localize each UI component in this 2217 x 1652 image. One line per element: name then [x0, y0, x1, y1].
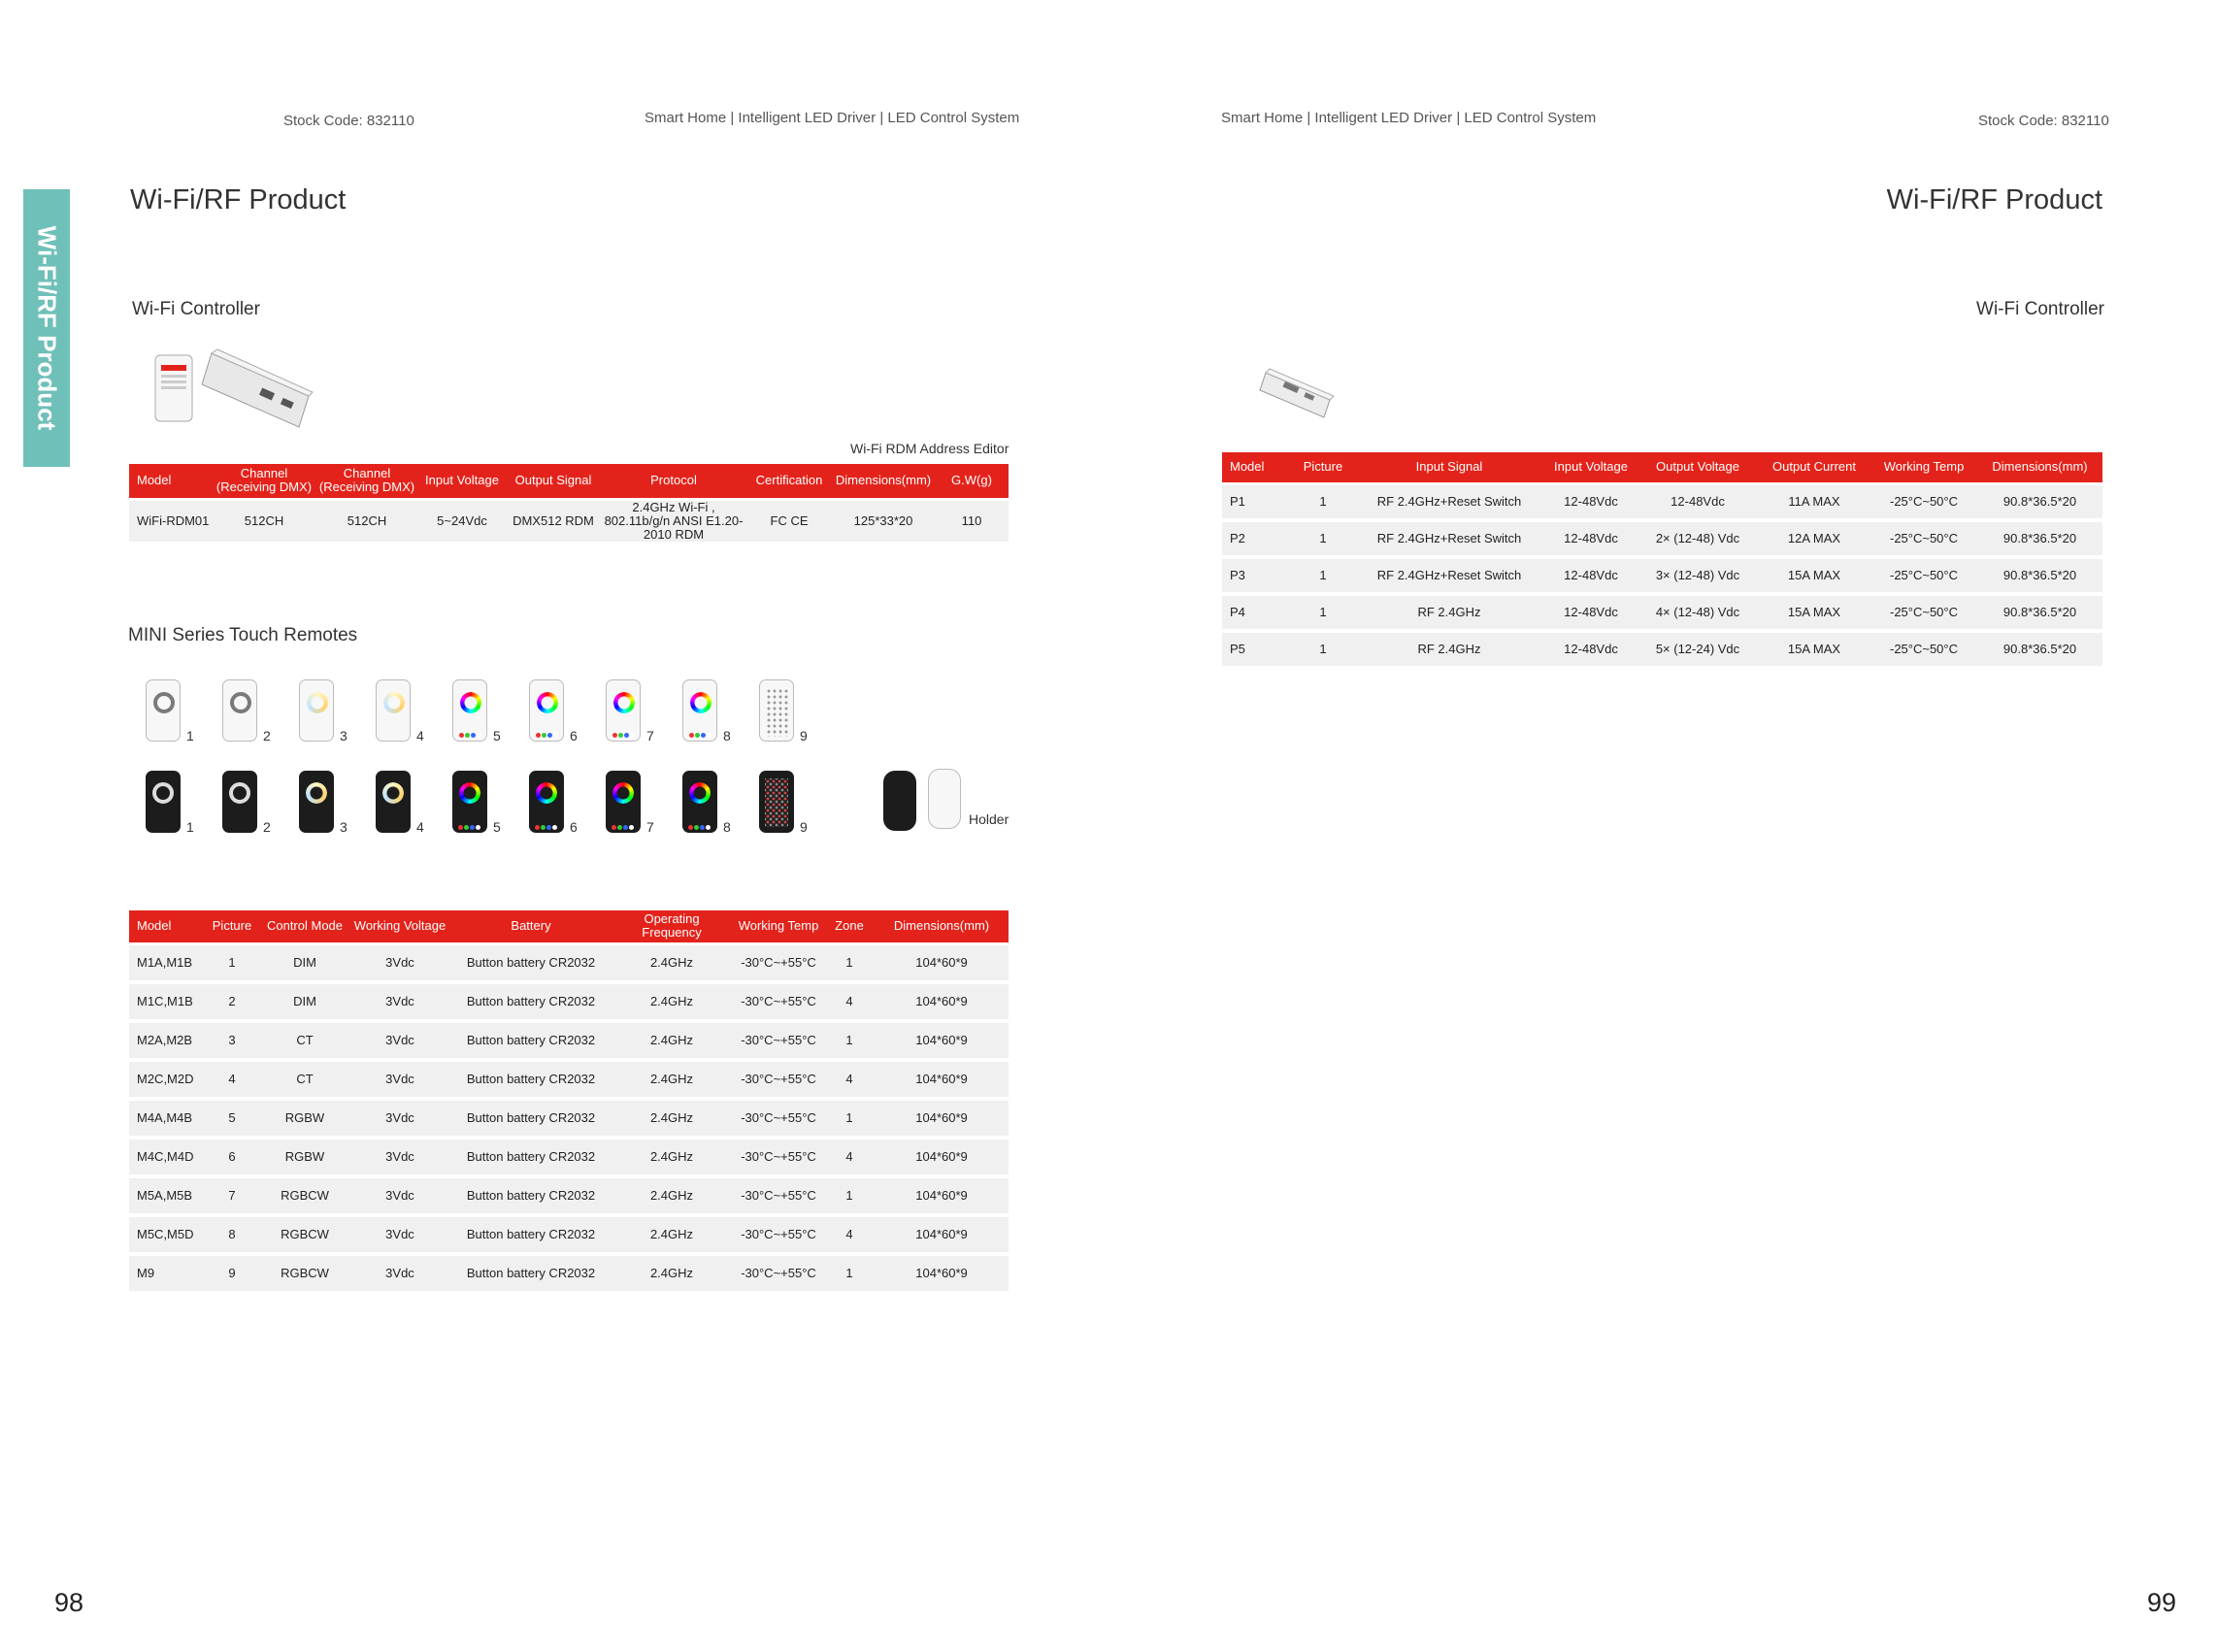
table-cell: RF 2.4GHz+Reset Switch	[1354, 557, 1544, 594]
table-cell: 5× (12-24) Vdc	[1638, 631, 1758, 668]
remote-image	[299, 771, 334, 833]
table-cell: 104*60*9	[875, 1254, 1009, 1293]
rdm-caption: Wi-Fi RDM Address Editor	[850, 441, 1009, 456]
table-cell: Button battery CR2032	[451, 1254, 611, 1293]
holder-label: Holder	[969, 811, 1009, 827]
table-cell: 1	[824, 943, 875, 982]
side-tab	[23, 189, 70, 467]
page-title-left: Wi-Fi/RF Product	[130, 184, 347, 215]
table-cell: 90.8*36.5*20	[1977, 520, 2102, 557]
table-header: Input Signal	[1354, 452, 1544, 483]
remote-image	[376, 679, 411, 742]
table-cell: DIM	[261, 982, 348, 1021]
table-cell: 2.4GHz Wi-Fi , 802.11b/g/n ANSI E1.20-2010 RDM	[601, 499, 746, 544]
table-header: Model	[1222, 452, 1292, 483]
table-cell: Button battery CR2032	[451, 1021, 611, 1060]
table-cell: 90.8*36.5*20	[1977, 631, 2102, 668]
table-cell: P3	[1222, 557, 1292, 594]
remote-number-label: 9	[800, 819, 808, 835]
table-header: Input Voltage	[418, 464, 506, 499]
section-title-mini-remotes: MINI Series Touch Remotes	[128, 625, 358, 645]
section-title-wifi-controller-right: Wi-Fi Controller	[1976, 299, 2104, 319]
remote-image	[299, 679, 334, 742]
table-cell: RGBW	[261, 1099, 348, 1138]
table-cell: RF 2.4GHz+Reset Switch	[1354, 483, 1544, 520]
remote-image	[606, 771, 641, 833]
table-header: Picture	[1292, 452, 1354, 483]
table-row	[129, 1138, 1009, 1176]
table-row	[129, 1060, 1009, 1099]
remote-number-label: 4	[416, 819, 424, 835]
remote-number-label: 5	[493, 728, 501, 743]
remote-number-label: 6	[570, 819, 578, 835]
table-cell: 5~24Vdc	[418, 499, 506, 544]
table-header: Channel (Receiving DMX)	[315, 464, 418, 499]
table-cell: -25°C~50°C	[1870, 483, 1977, 520]
table-header: Input Voltage	[1544, 452, 1638, 483]
table-header: Output Current	[1758, 452, 1870, 483]
remote-number-label: 7	[646, 728, 654, 743]
p-series-spec-table	[1222, 452, 2102, 670]
table-cell: 2× (12-48) Vdc	[1638, 520, 1758, 557]
table-cell: 3	[203, 1021, 261, 1060]
table-cell: -30°C~+55°C	[733, 1138, 824, 1176]
table-cell: 1	[824, 1099, 875, 1138]
table-cell: M1A,M1B	[129, 943, 203, 982]
table-cell: 2	[203, 982, 261, 1021]
table-cell: -30°C~+55°C	[733, 1215, 824, 1254]
table-cell: 104*60*9	[875, 982, 1009, 1021]
table-cell: M1C,M1B	[129, 982, 203, 1021]
remote-image	[529, 771, 564, 833]
table-cell: 1	[1292, 594, 1354, 631]
table-cell: -25°C~50°C	[1870, 594, 1977, 631]
table-header: Battery	[451, 910, 611, 943]
table-cell: 15A MAX	[1758, 631, 1870, 668]
table-cell: 4	[203, 1060, 261, 1099]
table-cell: P4	[1222, 594, 1292, 631]
table-cell: M4A,M4B	[129, 1099, 203, 1138]
table-cell: P1	[1222, 483, 1292, 520]
table-header: Channel (Receiving DMX)	[213, 464, 315, 499]
table-cell: 104*60*9	[875, 1215, 1009, 1254]
table-cell: 8	[203, 1215, 261, 1254]
table-cell: -25°C~50°C	[1870, 631, 1977, 668]
remote-number-label: 9	[800, 728, 808, 743]
table-row	[129, 1021, 1009, 1060]
table-cell: 90.8*36.5*20	[1977, 594, 2102, 631]
table-cell: 12-48Vdc	[1638, 483, 1758, 520]
table-header: Dimensions(mm)	[832, 464, 935, 499]
table-header: Control Mode	[261, 910, 348, 943]
breadcrumb-item[interactable]: LED Control System	[887, 110, 1020, 126]
table-cell: 5	[203, 1099, 261, 1138]
table-cell: WiFi-RDM01	[129, 499, 213, 544]
remote-image	[759, 771, 794, 833]
table-cell: RGBW	[261, 1138, 348, 1176]
table-header: Output Voltage	[1638, 452, 1758, 483]
table-cell: -30°C~+55°C	[733, 982, 824, 1021]
table-cell: Button battery CR2032	[451, 1138, 611, 1176]
table-cell: 1	[1292, 557, 1354, 594]
remote-number-label: 2	[263, 819, 271, 835]
table-cell: -30°C~+55°C	[733, 1176, 824, 1215]
remote-image	[376, 771, 411, 833]
remote-number-label: 3	[340, 819, 347, 835]
stock-code-left: Stock Code: 832110	[283, 113, 414, 129]
table-row	[1222, 557, 2102, 594]
table-cell: 104*60*9	[875, 1099, 1009, 1138]
breadcrumb-left: Smart Home | Intelligent LED Driver | LED Control System	[645, 110, 1020, 126]
table-cell: FC CE	[746, 499, 832, 544]
table-cell: RF 2.4GHz	[1354, 594, 1544, 631]
table-cell: RGBCW	[261, 1254, 348, 1293]
remote-number-label: 8	[723, 819, 731, 835]
wifi-rdm-product-image	[153, 344, 324, 433]
table-cell: 3Vdc	[348, 1060, 451, 1099]
table-cell: 1	[203, 943, 261, 982]
section-title-wifi-controller: Wi-Fi Controller	[132, 299, 260, 319]
table-cell: RF 2.4GHz+Reset Switch	[1354, 520, 1544, 557]
table-cell: 1	[824, 1176, 875, 1215]
table-header: G.W(g)	[935, 464, 1009, 499]
table-cell: -30°C~+55°C	[733, 1060, 824, 1099]
remote-image	[222, 771, 257, 833]
table-row	[1222, 631, 2102, 668]
table-cell: 3× (12-48) Vdc	[1638, 557, 1758, 594]
holder-black-image	[883, 771, 916, 831]
side-tab-label: Wi-Fi/RF Product	[32, 225, 62, 431]
table-cell: 3Vdc	[348, 982, 451, 1021]
breadcrumb-right: Smart Home | Intelligent LED Driver | LED Control System	[1221, 110, 1597, 126]
table-header: Operating Frequency	[611, 910, 733, 943]
table-cell: 1	[1292, 520, 1354, 557]
breadcrumb-item[interactable]: Intelligent LED Driver	[738, 110, 877, 126]
table-header: Working Voltage	[348, 910, 451, 943]
table-cell: M5A,M5B	[129, 1176, 203, 1215]
remote-number-label: 4	[416, 728, 424, 743]
table-cell: M2C,M2D	[129, 1060, 203, 1099]
table-cell: P5	[1222, 631, 1292, 668]
remote-image	[146, 771, 181, 833]
page-number-left: 98	[54, 1588, 84, 1617]
remote-image	[606, 679, 641, 742]
table-cell: RGBCW	[261, 1215, 348, 1254]
breadcrumb-item[interactable]: Smart Home	[645, 110, 727, 126]
table-cell: 2.4GHz	[611, 1099, 733, 1138]
table-cell: 2.4GHz	[611, 1176, 733, 1215]
remote-image	[529, 679, 564, 742]
table-cell: 90.8*36.5*20	[1977, 483, 2102, 520]
table-cell: 2.4GHz	[611, 1021, 733, 1060]
table-cell: -25°C~50°C	[1870, 557, 1977, 594]
table-cell: 3Vdc	[348, 1021, 451, 1060]
table-cell: -30°C~+55°C	[733, 1021, 824, 1060]
remote-image	[222, 679, 257, 742]
table-cell: M4C,M4D	[129, 1138, 203, 1176]
table-cell: 12A MAX	[1758, 520, 1870, 557]
table-cell: 1	[1292, 631, 1354, 668]
breadcrumb-item[interactable]: Smart Home	[1221, 110, 1304, 126]
table-cell: -25°C~50°C	[1870, 520, 1977, 557]
stock-code-right: Stock Code: 832110	[1978, 113, 2109, 129]
table-cell: Button battery CR2032	[451, 1060, 611, 1099]
table-cell: 3Vdc	[348, 943, 451, 982]
table-cell: 2.4GHz	[611, 1138, 733, 1176]
table-cell: RF 2.4GHz	[1354, 631, 1544, 668]
p-series-product-image	[1258, 367, 1336, 423]
remote-image	[759, 679, 794, 742]
table-cell: M5C,M5D	[129, 1215, 203, 1254]
table-header: Dimensions(mm)	[875, 910, 1009, 943]
table-cell: 7	[203, 1176, 261, 1215]
table-row	[1222, 594, 2102, 631]
table-cell: CT	[261, 1021, 348, 1060]
remote-number-label: 7	[646, 819, 654, 835]
breadcrumb-item[interactable]: Intelligent LED Driver	[1314, 110, 1453, 126]
table-header: Working Temp	[733, 910, 824, 943]
rdm-spec-table	[129, 464, 1009, 545]
table-cell: 1	[824, 1021, 875, 1060]
table-cell: Button battery CR2032	[451, 982, 611, 1021]
table-cell: 12-48Vdc	[1544, 483, 1638, 520]
table-row	[1222, 483, 2102, 520]
table-row	[129, 1215, 1009, 1254]
table-cell: 3Vdc	[348, 1215, 451, 1254]
table-cell: Button battery CR2032	[451, 1099, 611, 1138]
table-cell: 104*60*9	[875, 1176, 1009, 1215]
table-cell: Button battery CR2032	[451, 1215, 611, 1254]
table-cell: -30°C~+55°C	[733, 943, 824, 982]
table-cell: 11A MAX	[1758, 483, 1870, 520]
remote-number-label: 6	[570, 728, 578, 743]
table-cell: 2.4GHz	[611, 1254, 733, 1293]
table-row	[129, 1176, 1009, 1215]
table-header: Protocol	[601, 464, 746, 499]
table-cell: 104*60*9	[875, 1060, 1009, 1099]
table-cell: M9	[129, 1254, 203, 1293]
table-cell: 2.4GHz	[611, 1060, 733, 1099]
remote-image	[146, 679, 181, 742]
table-cell: 4× (12-48) Vdc	[1638, 594, 1758, 631]
table-header: Dimensions(mm)	[1977, 452, 2102, 483]
table-cell: 125*33*20	[832, 499, 935, 544]
table-cell: 15A MAX	[1758, 594, 1870, 631]
table-cell: M2A,M2B	[129, 1021, 203, 1060]
page-number-right: 99	[2147, 1588, 2177, 1617]
table-cell: DIM	[261, 943, 348, 982]
table-cell: 1	[824, 1254, 875, 1293]
breadcrumb-item[interactable]: LED Control System	[1464, 110, 1597, 126]
table-cell: 512CH	[213, 499, 315, 544]
table-cell: P2	[1222, 520, 1292, 557]
table-cell: 4	[824, 1060, 875, 1099]
table-header: Working Temp	[1870, 452, 1977, 483]
table-cell: 512CH	[315, 499, 418, 544]
table-cell: 104*60*9	[875, 943, 1009, 982]
table-cell: 2.4GHz	[611, 1215, 733, 1254]
remote-number-label: 8	[723, 728, 731, 743]
remote-image	[452, 679, 487, 742]
table-header: Picture	[203, 910, 261, 943]
table-cell: 90.8*36.5*20	[1977, 557, 2102, 594]
table-cell: 9	[203, 1254, 261, 1293]
table-cell: 3Vdc	[348, 1254, 451, 1293]
table-cell: 2.4GHz	[611, 982, 733, 1021]
table-cell: Button battery CR2032	[451, 1176, 611, 1215]
remote-image	[682, 771, 717, 833]
table-row	[129, 1099, 1009, 1138]
remote-number-label: 1	[186, 819, 194, 835]
table-cell: -30°C~+55°C	[733, 1099, 824, 1138]
table-cell: CT	[261, 1060, 348, 1099]
remote-number-label: 3	[340, 728, 347, 743]
table-cell: 12-48Vdc	[1544, 557, 1638, 594]
table-row	[129, 943, 1009, 982]
table-cell: 6	[203, 1138, 261, 1176]
remote-number-label: 1	[186, 728, 194, 743]
table-row	[129, 982, 1009, 1021]
table-header: Certification	[746, 464, 832, 499]
table-cell: 2.4GHz	[611, 943, 733, 982]
table-cell: 12-48Vdc	[1544, 631, 1638, 668]
table-header: Output Signal	[506, 464, 601, 499]
mini-remote-spec-table	[129, 910, 1009, 1295]
table-cell: 104*60*9	[875, 1021, 1009, 1060]
table-cell: 15A MAX	[1758, 557, 1870, 594]
remote-image	[452, 771, 487, 833]
table-cell: Button battery CR2032	[451, 943, 611, 982]
table-cell: 12-48Vdc	[1544, 520, 1638, 557]
table-header: Zone	[824, 910, 875, 943]
table-cell: 3Vdc	[348, 1099, 451, 1138]
remote-image	[682, 679, 717, 742]
table-row	[129, 499, 1009, 544]
table-cell: 4	[824, 1215, 875, 1254]
remote-number-label: 5	[493, 819, 501, 835]
table-cell: 4	[824, 1138, 875, 1176]
table-cell: DMX512 RDM	[506, 499, 601, 544]
remote-number-label: 2	[263, 728, 271, 743]
table-cell: RGBCW	[261, 1176, 348, 1215]
page-title-right: Wi-Fi/RF Product	[1886, 184, 2102, 215]
table-cell: 1	[1292, 483, 1354, 520]
holder-white-image	[928, 769, 961, 829]
table-header: Model	[129, 910, 203, 943]
table-cell: 110	[935, 499, 1009, 544]
table-row	[1222, 520, 2102, 557]
table-cell: -30°C~+55°C	[733, 1254, 824, 1293]
table-cell: 3Vdc	[348, 1138, 451, 1176]
table-cell: 4	[824, 982, 875, 1021]
table-header: Model	[129, 464, 213, 499]
table-cell: 104*60*9	[875, 1138, 1009, 1176]
table-cell: 12-48Vdc	[1544, 594, 1638, 631]
table-cell: 3Vdc	[348, 1176, 451, 1215]
table-row	[129, 1254, 1009, 1293]
